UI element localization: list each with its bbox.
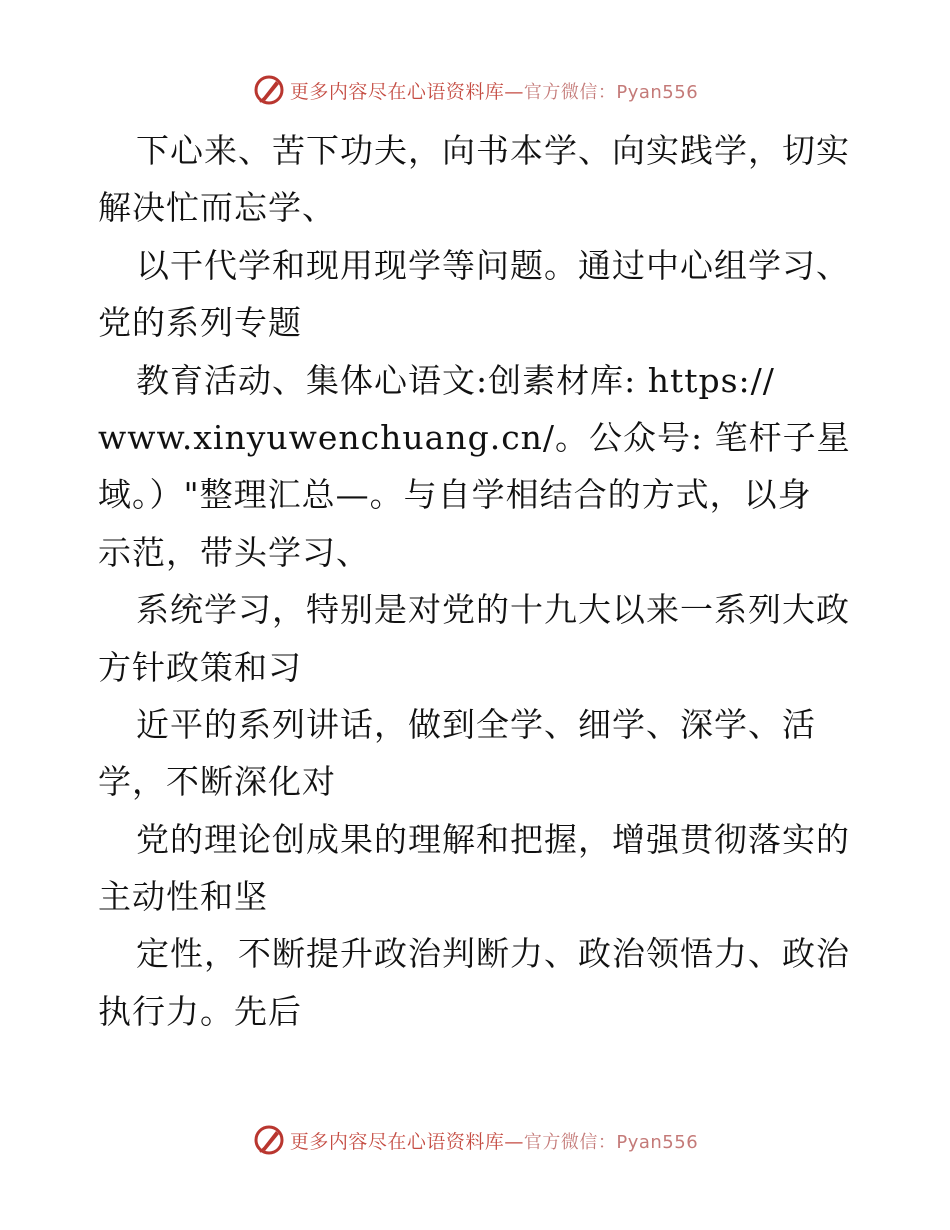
footer-watermark	[0, 1120, 950, 1160]
text-line: 域。）"整理汇总—。与自学相结合的方式，以身	[98, 475, 812, 515]
text-line: 系统学习，特别是对党的十九大以来一系列大政	[136, 590, 850, 630]
watermark-dash: —	[504, 80, 524, 103]
quill-pen-icon	[252, 1123, 286, 1157]
watermark-label: 更多内容尽在心语资料库	[289, 80, 505, 103]
text-line: 解决忙而忘学、	[98, 188, 336, 228]
watermark-label: 更多内容尽在心语资料库	[289, 1130, 505, 1153]
text-line: 党的系列专题	[98, 303, 302, 343]
text-line: 下心来、苦下功夫，向书本学、向实践学，切实	[136, 131, 850, 170]
text-line: 党的理论创成果的理解和把握，增强贯彻落实的	[136, 819, 850, 859]
document-body	[98, 122, 858, 1040]
text-line: 教育活动、集体心语文:创素材库: https://	[136, 360, 775, 400]
text-line: 执行力。先后	[98, 991, 302, 1031]
watermark-text	[290, 1127, 698, 1154]
quill-pen-icon	[252, 73, 286, 107]
text-line: 定性，不断提升政治判断力、政治领悟力、政治	[136, 934, 850, 974]
text-line: 学，不断深化对	[98, 762, 336, 802]
text-line: 主动性和坚	[98, 877, 268, 917]
watermark-wechat: 官方微信：Pyan556	[523, 1131, 699, 1153]
text-line: 以干代学和现用现学等问题。通过中心组学习、	[136, 245, 850, 285]
text-line: www.xinyuwenchuang.cn/。公众号: 笔杆子星	[98, 417, 851, 457]
header-watermark	[0, 70, 950, 110]
watermark-wechat: 官方微信：Pyan556	[523, 81, 699, 103]
watermark-text	[290, 77, 698, 104]
text-line: 近平的系列讲话，做到全学、细学、深学、活	[136, 704, 816, 744]
text-line: 方针政策和习	[98, 647, 302, 687]
watermark-dash: —	[504, 1130, 524, 1153]
text-line: 示范，带头学习、	[98, 532, 370, 572]
